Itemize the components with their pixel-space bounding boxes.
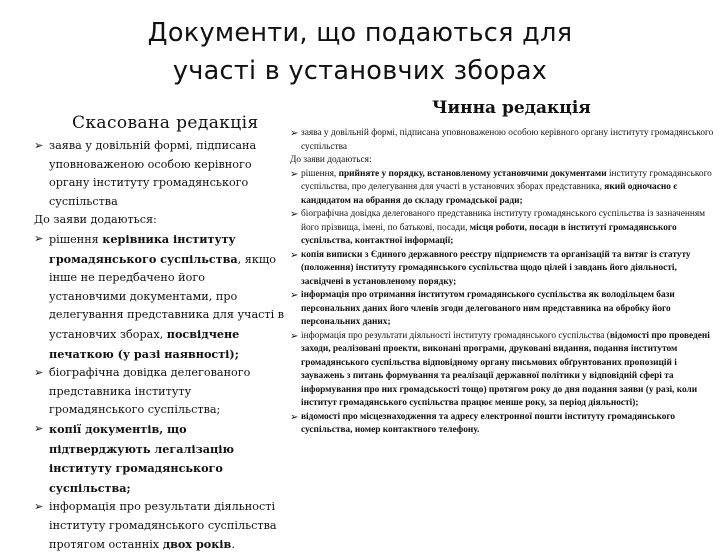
item-text: До заяви додаються:	[34, 213, 157, 227]
right-column	[290, 127, 714, 438]
item-text: інформація про результати діяльності інституту громадянського суспільства протягом останніх	[49, 500, 277, 552]
item-bold-text: прийняте у порядку, встановленому установчими документами	[338, 168, 607, 179]
item-text: біографічна довідка делегованого представника інституту громадянського суспільства;	[49, 366, 251, 417]
list-item	[34, 420, 284, 498]
item-bold-text: двох років	[162, 537, 232, 552]
item-text: інформація про результати діяльності інституту громадянського суспільства (	[301, 330, 610, 341]
title-line-1: Документи, що подаються для	[147, 18, 573, 48]
item-bold-text: копії документів, що підтверджують легалізацію інституту громадянського суспільства;	[49, 421, 234, 495]
left-column-heading: Скасована редакція	[72, 113, 259, 133]
item-text: рішення,	[301, 168, 339, 179]
title-line-2: участі в установчих зборах	[172, 56, 548, 86]
list-item	[290, 154, 714, 168]
item-bold-text: керівника інституту громадянського суспільства	[49, 231, 238, 266]
list-item	[34, 137, 284, 211]
right-column-heading: Чинна редакція	[432, 98, 591, 118]
item-text: , якщо інше не передбачено його установчими документами, про делегування представника для участі в установчих зборах,	[49, 252, 285, 341]
item-bold-text: відомості про місцезнаходження та адресу електронної пошти інституту громадянського суспільства, номер контактного телефону.	[301, 411, 676, 435]
list-item	[290, 330, 714, 411]
list-item	[290, 411, 714, 438]
item-bold-text: копія виписки з Єдиного державного реєстру підприємств та організацій та витяг із статуту (положення) інституту громадянського суспільства щодо цілей і завдань його діяльності, засвідчені в установленому порядку;	[301, 249, 691, 287]
item-bold-text: інформація про отримання інститутом громадянського суспільства як володільцем бази персональних даних його членів згоди делегованого ним представника на обробку його персональних даних;	[301, 290, 675, 327]
item-text: .	[231, 538, 235, 552]
item-text: заява у довільній формі, підписана уповноваженою особою керівного органу інституту громадянського суспільства	[301, 128, 714, 152]
list-item	[34, 498, 284, 555]
item-text: рішення	[49, 232, 103, 246]
item-bold-text: який одночасно є кандидатом на обрання до складу громадської ради;	[301, 182, 678, 206]
list-item	[290, 168, 714, 209]
item-bold-text: посвідчене печаткою (у разі наявності);	[49, 326, 240, 361]
item-bold-text: місця роботи, посади в інституті громадянського суспільства, контактної інформації;	[301, 222, 677, 246]
page-title	[0, 14, 720, 90]
item-text: До заяви додаються:	[290, 155, 372, 165]
list-item	[290, 208, 714, 249]
item-bold-text: відомості про проведені заходи, реалізовані проекти, виконані програми, друковані видання, подання інститутом громадянського суспільства відповідному органу письмових обґрунтованих пропозицій і зауважень з питань формування та реалізації державної політики у відповідній сфері та інформування про них громадськості тощо) протягом року до дня подання заяви (у разі, коли інститут громадянського суспільства працює менше року, за період діяльності);	[301, 330, 710, 408]
item-text: заява у довільній формі, підписана уповноваженою особою керівного органу інституту громадянського суспільства	[49, 139, 257, 208]
item-text: інституту громадянського суспільства, про делегування для участі в установчих зборах представника,	[301, 168, 712, 192]
list-item	[34, 230, 284, 364]
left-column	[34, 137, 284, 555]
list-item	[34, 364, 284, 420]
item-text: біографічна довідка делегованого представника інституту громадянського суспільства із зазначенням його прізвища, імені, по батькові, посади,	[301, 209, 706, 233]
list-item	[290, 249, 714, 290]
list-item	[290, 127, 714, 154]
list-item	[290, 289, 714, 330]
list-item	[34, 211, 284, 230]
